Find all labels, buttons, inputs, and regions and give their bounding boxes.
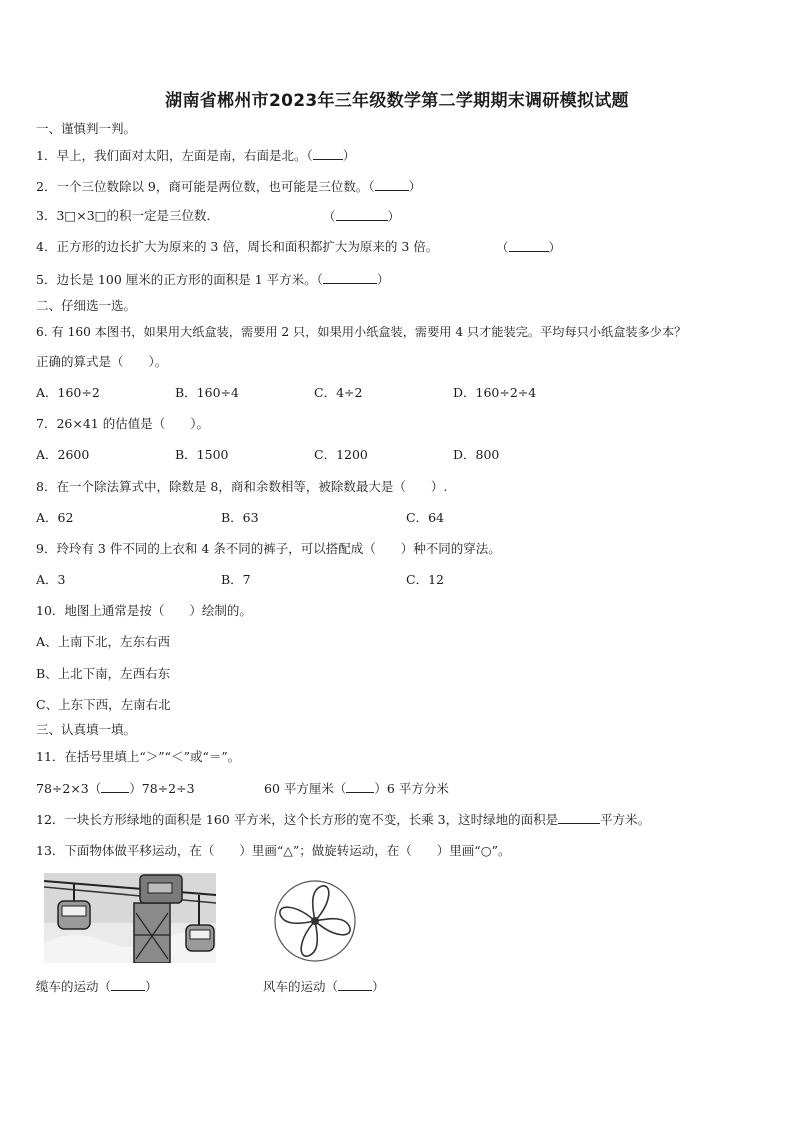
question-6-line-2: 正确的算式是（ ）。 bbox=[36, 354, 168, 369]
question-4-answer: （ ） bbox=[496, 240, 562, 255]
q6-option-b[interactable]: B．160÷4 bbox=[175, 385, 239, 400]
question-9: 9．玲玲有 3 件不同的上衣和 4 条不同的裤子，可以搭配成（ ）种不同的穿法。 bbox=[36, 541, 501, 556]
section-1-heading: 一、谨慎判一判。 bbox=[36, 121, 137, 136]
q7-option-c[interactable]: C．1200 bbox=[314, 447, 368, 462]
q8-option-c[interactable]: C．64 bbox=[406, 510, 444, 525]
answer-blank[interactable] bbox=[101, 780, 129, 793]
q9-option-c[interactable]: C．12 bbox=[406, 572, 444, 587]
page-title: 湖南省郴州市2023年三年级数学第二学期期末调研模拟试题 bbox=[165, 91, 629, 111]
question-12: 12．一块长方形绿地的面积是 160 平方米，这个长方形的宽不变，长乘 3，这时绿地的面积是 平方米。 bbox=[36, 812, 651, 827]
q9-option-a[interactable]: A．3 bbox=[36, 572, 66, 587]
q10-option-c[interactable]: C、上东下西，左南右北 bbox=[36, 697, 171, 712]
cable-car-icon bbox=[44, 873, 216, 963]
q7-option-d[interactable]: D．800 bbox=[453, 447, 500, 462]
answer-blank[interactable] bbox=[558, 811, 600, 824]
question-7: 7．26×41 的估值是（ ）。 bbox=[36, 416, 209, 431]
question-6: 6. 有 160 本图书，如果用大纸盒装，需要用 2 只，如果用小纸盒装，需要用 4 只才能装完。平均每只小纸盒装多少本？ bbox=[36, 325, 687, 339]
question-3: 3．3□×3□的积一定是三位数． bbox=[36, 208, 219, 223]
q8-option-b[interactable]: B．63 bbox=[221, 510, 259, 525]
q9-option-b[interactable]: B．7 bbox=[221, 572, 251, 587]
q6-option-a[interactable]: A．160÷2 bbox=[36, 385, 100, 400]
caption-fan: 风车的运动（ ） bbox=[263, 979, 385, 994]
section-2-heading: 二、仔细选一选。 bbox=[36, 298, 137, 313]
question-3-answer: （ ） bbox=[323, 209, 401, 224]
cable-car-image bbox=[44, 873, 216, 963]
answer-blank[interactable] bbox=[509, 239, 549, 252]
question-2: 2．一个三位数除以 9，商可能是两位数，也可能是三位数。（ ） bbox=[36, 179, 422, 194]
q11-item-b: 60 平方厘米（ ）6 平方分米 bbox=[264, 781, 449, 796]
q6-option-d[interactable]: D．160÷2÷4 bbox=[453, 385, 537, 400]
answer-blank[interactable] bbox=[375, 178, 409, 191]
q8-option-a[interactable]: A．62 bbox=[36, 510, 74, 525]
question-1: 1．早上，我们面对太阳，左面是南，右面是北。（ ） bbox=[36, 148, 356, 163]
answer-blank[interactable] bbox=[111, 978, 145, 991]
q7-option-a[interactable]: A．2600 bbox=[36, 447, 90, 462]
q6-option-c[interactable]: C．4÷2 bbox=[314, 385, 363, 400]
question-8: 8．在一个除法算式中，除数是 8，商和余数相等，被除数最大是（ ）. bbox=[36, 479, 448, 494]
question-4: 4．正方形的边长扩大为原来的 3 倍，周长和面积都扩大为原来的 3 倍。 bbox=[36, 239, 439, 254]
fan-image bbox=[270, 876, 360, 966]
answer-blank[interactable] bbox=[323, 271, 377, 284]
q10-option-a[interactable]: A、上南下北，左东右西 bbox=[36, 634, 171, 649]
question-10: 10．地图上通常是按（ ）绘制的。 bbox=[36, 603, 252, 618]
question-11: 11．在括号里填上“＞”“＜”或“＝”。 bbox=[36, 749, 241, 764]
answer-blank[interactable] bbox=[336, 208, 388, 221]
fan-icon bbox=[270, 876, 360, 966]
question-13: 13．下面物体做平移运动，在（ ）里画“△”；做旋转运动，在（ ）里画“○”。 bbox=[36, 843, 511, 858]
answer-blank[interactable] bbox=[338, 978, 372, 991]
q10-option-b[interactable]: B、上北下南，左西右东 bbox=[36, 666, 171, 681]
q11-item-a: 78÷2×3（ ）78÷2÷3 bbox=[36, 781, 195, 796]
answer-blank[interactable] bbox=[313, 147, 343, 160]
caption-cable-car: 缆车的运动（ ） bbox=[36, 979, 158, 994]
q7-option-b[interactable]: B．1500 bbox=[175, 447, 229, 462]
answer-blank[interactable] bbox=[346, 780, 374, 793]
section-3-heading: 三、认真填一填。 bbox=[36, 722, 137, 737]
question-5: 5．边长是 100 厘米的正方形的面积是 1 平方米。（ ） bbox=[36, 272, 390, 287]
